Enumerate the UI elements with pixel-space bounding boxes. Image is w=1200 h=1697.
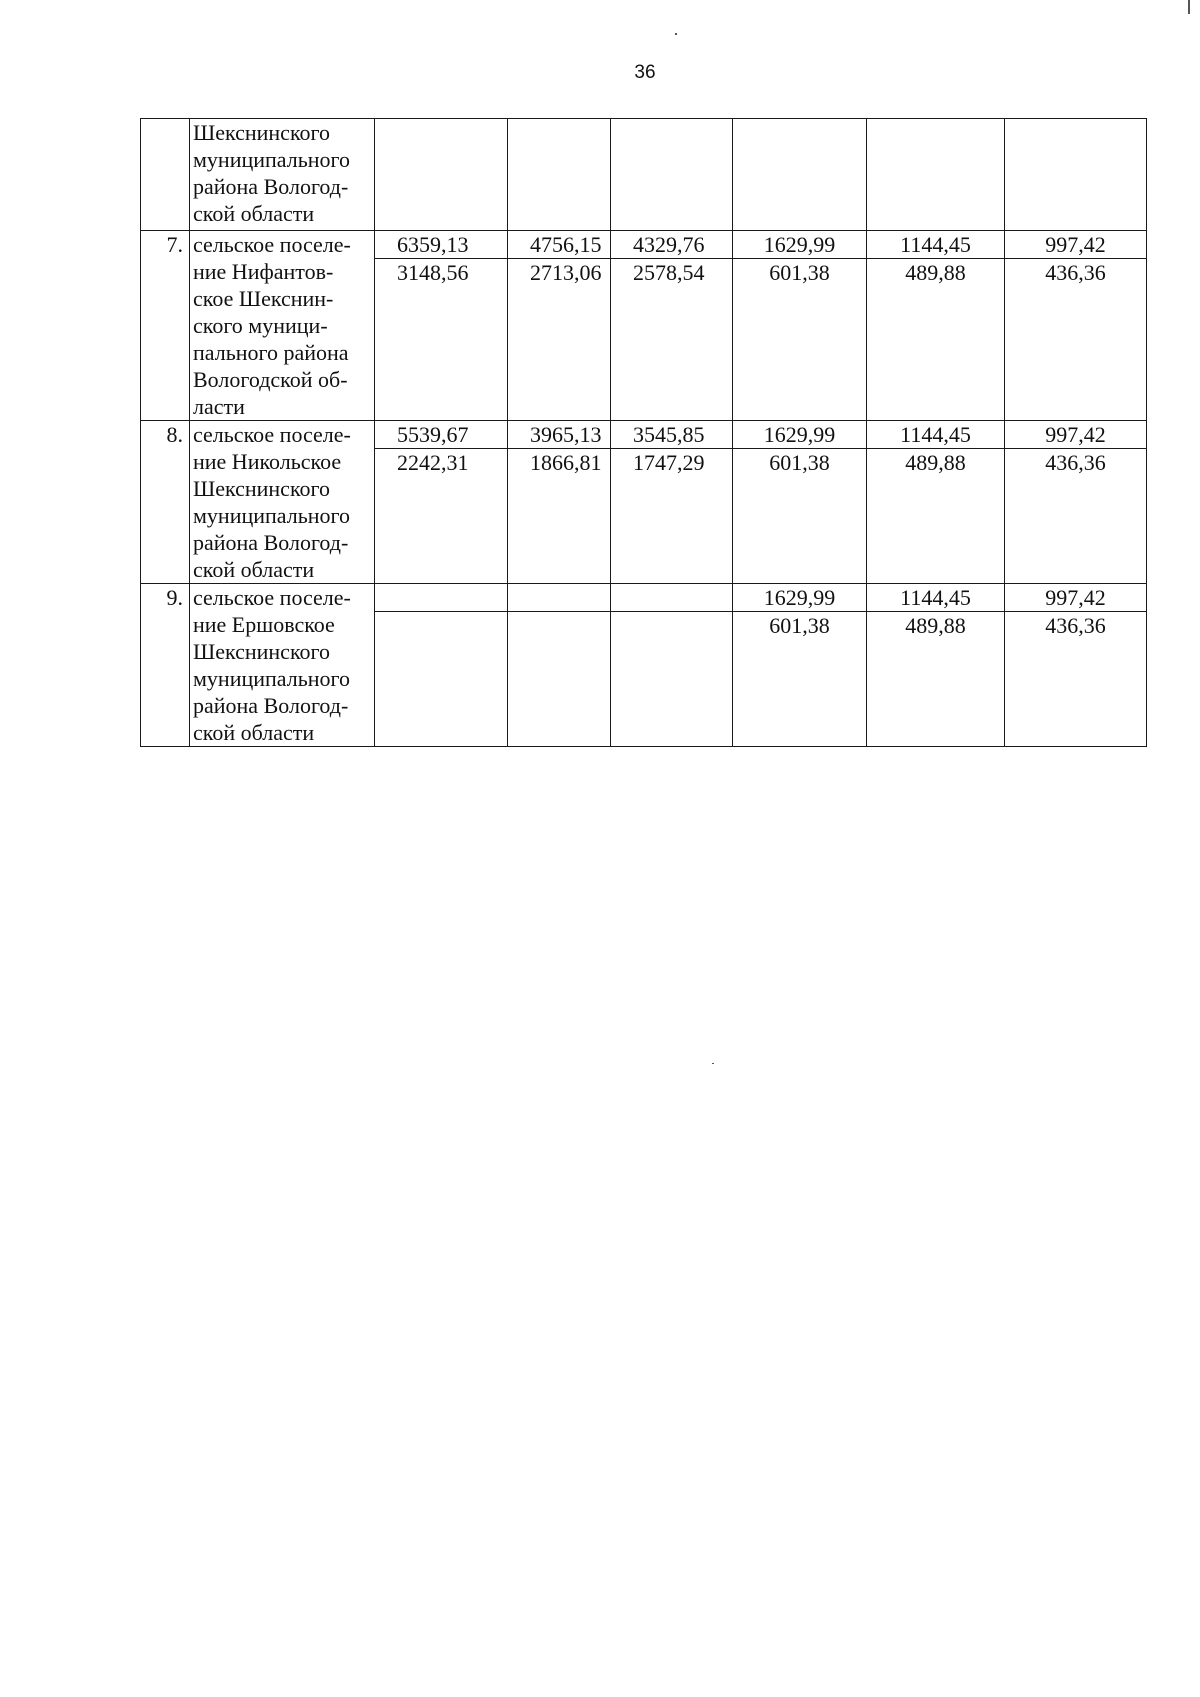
continuation-row	[141, 119, 1147, 231]
value-cell: 489,88	[867, 259, 1005, 421]
value-cell	[733, 119, 867, 231]
value-cell	[508, 584, 611, 612]
row-number-cell: 7.	[141, 231, 190, 421]
row-number-cell	[141, 119, 190, 231]
value-cell: 1629,99	[733, 584, 867, 612]
value-cell: 6359,13	[375, 231, 508, 259]
value-cell: 1144,45	[867, 421, 1005, 449]
value-cell	[611, 612, 733, 747]
table-row	[141, 231, 1147, 259]
municipality-name-rest: ние Ершовское Шекснинского муниципального района Вологод- ской области	[193, 612, 351, 745]
row-number-cell: 9.	[141, 584, 190, 747]
value-cell: 2713,06	[508, 259, 611, 421]
municipality-name-cell: Шекснинского муниципального района Вологод- ской области	[190, 119, 375, 231]
value-cell: 997,42	[1005, 421, 1147, 449]
value-cell: 1629,99	[733, 231, 867, 259]
value-cell: 3148,56	[375, 259, 508, 421]
allocation-table	[140, 118, 1147, 747]
value-cell: 2242,31	[375, 449, 508, 584]
table-row	[141, 421, 1147, 449]
municipality-name-cell	[190, 584, 375, 747]
value-cell	[508, 119, 611, 231]
value-cell: 436,36	[1005, 612, 1147, 747]
value-cell: 5539,67	[375, 421, 508, 449]
value-cell: 436,36	[1005, 449, 1147, 584]
value-cell: 4756,15	[508, 231, 611, 259]
value-cell: 601,38	[733, 449, 867, 584]
value-cell	[867, 119, 1005, 231]
value-cell: 4329,76	[611, 231, 733, 259]
value-cell: 1747,29	[611, 449, 733, 584]
row-number-cell: 8.	[141, 421, 190, 584]
value-cell: 3545,85	[611, 421, 733, 449]
value-cell: 997,42	[1005, 231, 1147, 259]
value-cell: 1866,81	[508, 449, 611, 584]
table-row	[141, 584, 1147, 612]
value-cell: 1144,45	[867, 231, 1005, 259]
value-cell: 3965,13	[508, 421, 611, 449]
value-cell: 601,38	[733, 612, 867, 747]
value-cell	[1005, 119, 1147, 231]
municipality-name-rest: ние Нифантов- ское Шекснин- ского муници- пального района Вологодской об- ласти	[193, 259, 349, 419]
value-cell: 436,36	[1005, 259, 1147, 421]
value-cell: 489,88	[867, 612, 1005, 747]
municipality-name-cell	[190, 231, 375, 421]
value-cell: 489,88	[867, 449, 1005, 584]
value-cell	[611, 119, 733, 231]
page-number: 36	[634, 62, 656, 83]
municipality-name-first-line: сельское поселе-	[193, 232, 351, 257]
scan-edge-mark	[1188, 0, 1190, 14]
municipality-name-cell	[190, 421, 375, 584]
value-cell	[508, 612, 611, 747]
value-cell	[375, 119, 508, 231]
value-cell	[611, 584, 733, 612]
value-cell: 1629,99	[733, 421, 867, 449]
scan-speck	[712, 1063, 714, 1064]
value-cell: 997,42	[1005, 584, 1147, 612]
value-cell	[375, 612, 508, 747]
value-cell: 2578,54	[611, 259, 733, 421]
value-cell	[375, 584, 508, 612]
municipality-name-first-line: сельское поселе-	[193, 585, 351, 610]
scan-speck	[675, 33, 677, 35]
municipality-name-rest: ние Никольское Шекснинского муниципального района Вологод- ской области	[193, 449, 351, 582]
value-cell: 1144,45	[867, 584, 1005, 612]
municipality-name-first-line: сельское поселе-	[193, 422, 351, 447]
value-cell: 601,38	[733, 259, 867, 421]
